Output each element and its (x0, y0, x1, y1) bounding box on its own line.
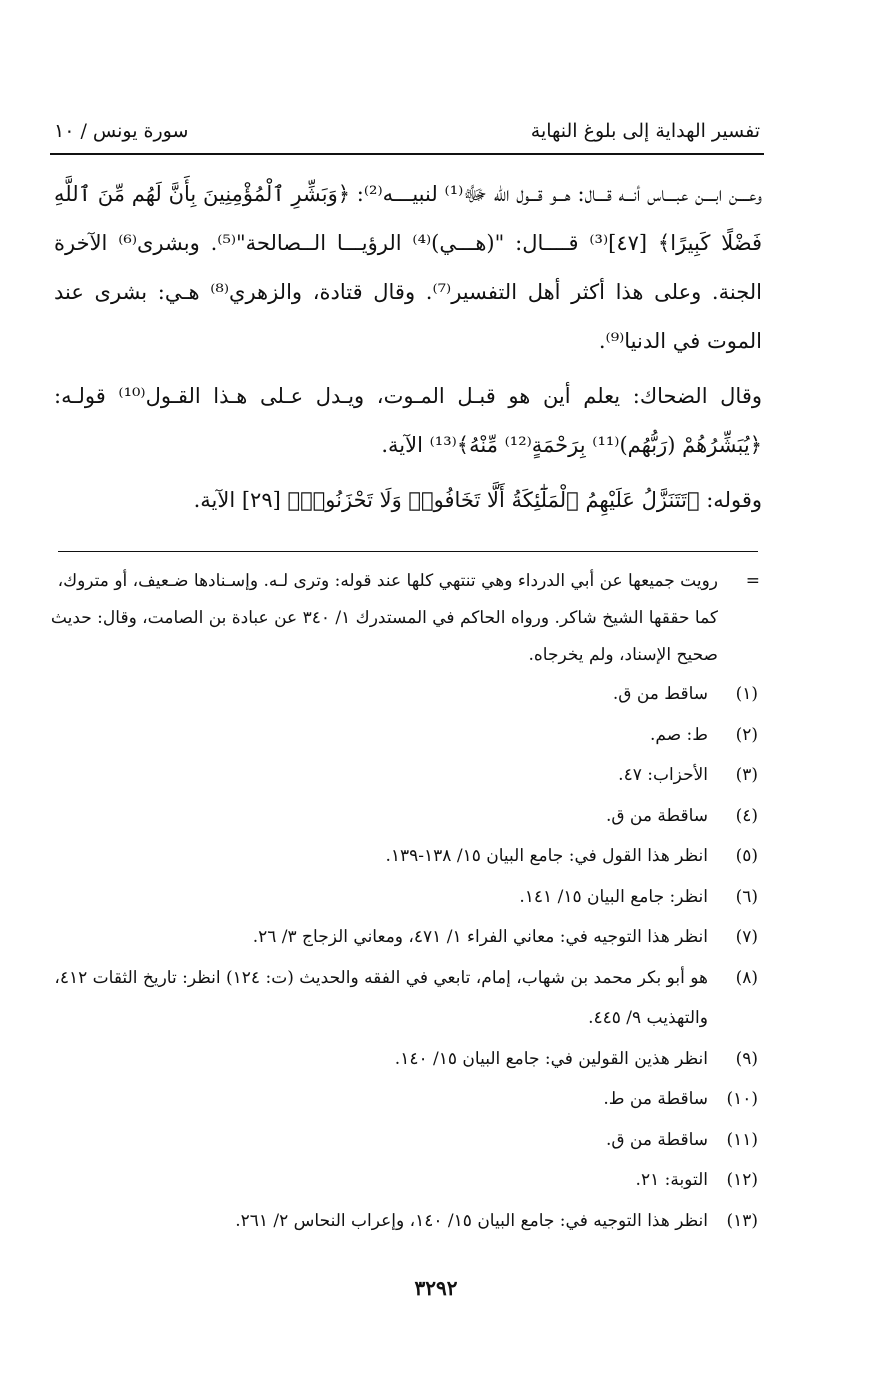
footnotes (50, 563, 762, 1241)
footnote-number: (٣) (735, 765, 758, 785)
main-text (54, 170, 762, 525)
footnote-text: ط: صم. (649, 724, 708, 745)
footnote-text: التوبة: ٢١. (635, 1170, 708, 1190)
footnote (50, 674, 762, 715)
footnote-text: ساقطة من ط. (603, 1089, 708, 1109)
footnote-number: (٥) (735, 846, 758, 866)
footnote-number: (٢) (735, 724, 758, 745)
footnote-text: الأحزاب: ٤٧. (618, 765, 708, 785)
footnote-text: انظر هذين القولين في: جامع البيان ١٥/ ١٤٠. (394, 1048, 708, 1069)
footnote-continuation (50, 563, 762, 674)
surah-label: سورة يونس / ١٠ (54, 120, 189, 142)
footnote (50, 1039, 762, 1080)
footnote-text: هو أبو بكر محمد بن شهاب، إمام، تابعي في الفقه والحديث (ت: ١٢٤) انظر: تاريخ الثقات ٤١٢، والتهذيب ٩/ ٤٤٥. (54, 967, 708, 1028)
footnote-number: (١) (735, 684, 758, 704)
footnote-text: ساقطة من ق. (605, 805, 708, 826)
footnote (50, 1120, 762, 1161)
footnote (50, 917, 762, 958)
footnote (50, 877, 762, 918)
footnote-text: انظر هذا التوجيه في: معاني الفراء ١/ ٤٧١، ومعاني الزجاج ٣/ ٢٦. (252, 927, 708, 947)
footnote-divider (58, 551, 758, 552)
running-header (50, 112, 764, 152)
paragraph: وقال الضحاك: يعلم أين هو قبـل المـوت، ويـدل عـلى هـذا القـول⁽¹⁰⁾ قولـه: ﴿يُبَشِّرُهُمْ (رَبُّهُم)⁽¹¹⁾ بِرَحْمَةٍ⁽¹²⁾ مِّنْهُ﴾⁽¹³⁾ الآية. (54, 384, 762, 457)
footnote (50, 796, 762, 837)
footnote-number: (٩) (735, 1048, 758, 1069)
continuation-text: رويت جميعها عن أبي الدرداء وهي تنتهي كلها عند قوله: وترى لـه. وإسـنادها ضـعيف، أو متروك، كما حققها الشيخ شاكر. ورواه الحاكم في المستدرك ١/ ٣٤٠ عن عبادة بن الصامت، وقال: حديث صحيح الإسناد، ولم يخرجاه. (50, 571, 718, 665)
footnote-number: (٧) (735, 927, 758, 947)
footnote-number: (١١) (726, 1129, 758, 1150)
header-divider (50, 153, 764, 155)
footnote-number: (٦) (735, 886, 758, 907)
footnote (50, 958, 762, 1039)
footnote-text: انظر: جامع البيان ١٥/ ١٤١. (519, 886, 708, 907)
footnote-number: (١٢) (726, 1170, 758, 1190)
footnote-text: انظر هذا القول في: جامع البيان ١٥/ ١٣٨-١٣٩. (385, 846, 708, 866)
footnote-text: انظر هذا التوجيه في: جامع البيان ١٥/ ١٤٠، وإعراب النحاس ٢/ ٢٦١. (235, 1210, 708, 1231)
footnote (50, 715, 762, 756)
page-number: ٣٢٩٢ (414, 1276, 458, 1300)
footnote (50, 836, 762, 877)
footnote-text: ساقطة من ق. (605, 1129, 708, 1150)
footnote-number: (١٣) (726, 1210, 758, 1231)
footnote-number: (٨) (735, 967, 758, 988)
paragraph: وقوله: ﴿تَتَنَزَّلُ عَلَيْهِمُ ٱلْمَلَٰٓئِكَةُ أَلَّا تَخَافُوا۟ وَلَا تَحْزَنُوا۟﴾ [٢٩] الآية. (193, 488, 762, 512)
footnote (50, 755, 762, 796)
footnote (50, 1079, 762, 1120)
footnote (50, 1160, 762, 1201)
book-title: تفسير الهداية إلى بلوغ النهاية (530, 120, 760, 142)
footnote-number: (١٠) (726, 1089, 758, 1109)
footnote-number: (٤) (735, 805, 758, 826)
paragraph: وعــــن ابــــن عبــــاس أنـــه قــــال: هـــو قـــول الله ﷻ⁽¹⁾ لنبيـــه⁽²⁾: ﴿وَبَشِّرِ ٱلْمُؤْمِنِينَ بِأَنَّ لَهُم مِّنَ ٱللَّهِ فَضْلًا كَبِيرًا﴾ [٤٧]⁽³⁾ قــــال: "(هـــي)⁽⁴⁾ الرؤيـــا الــصالحة"⁽⁵⁾. وبشرى⁽⁶⁾ الآخرة الجنة. وعلى هذا أكثر أهل التفسير⁽⁷⁾. وقال قتادة، والزهري⁽⁸⁾ هـي: بشرى عند الموت في الدنيا⁽⁹⁾. (54, 182, 762, 353)
footnote-text: ساقط من ق. (612, 684, 708, 704)
continuation-mark: = (745, 571, 760, 591)
footnote (50, 1201, 762, 1242)
